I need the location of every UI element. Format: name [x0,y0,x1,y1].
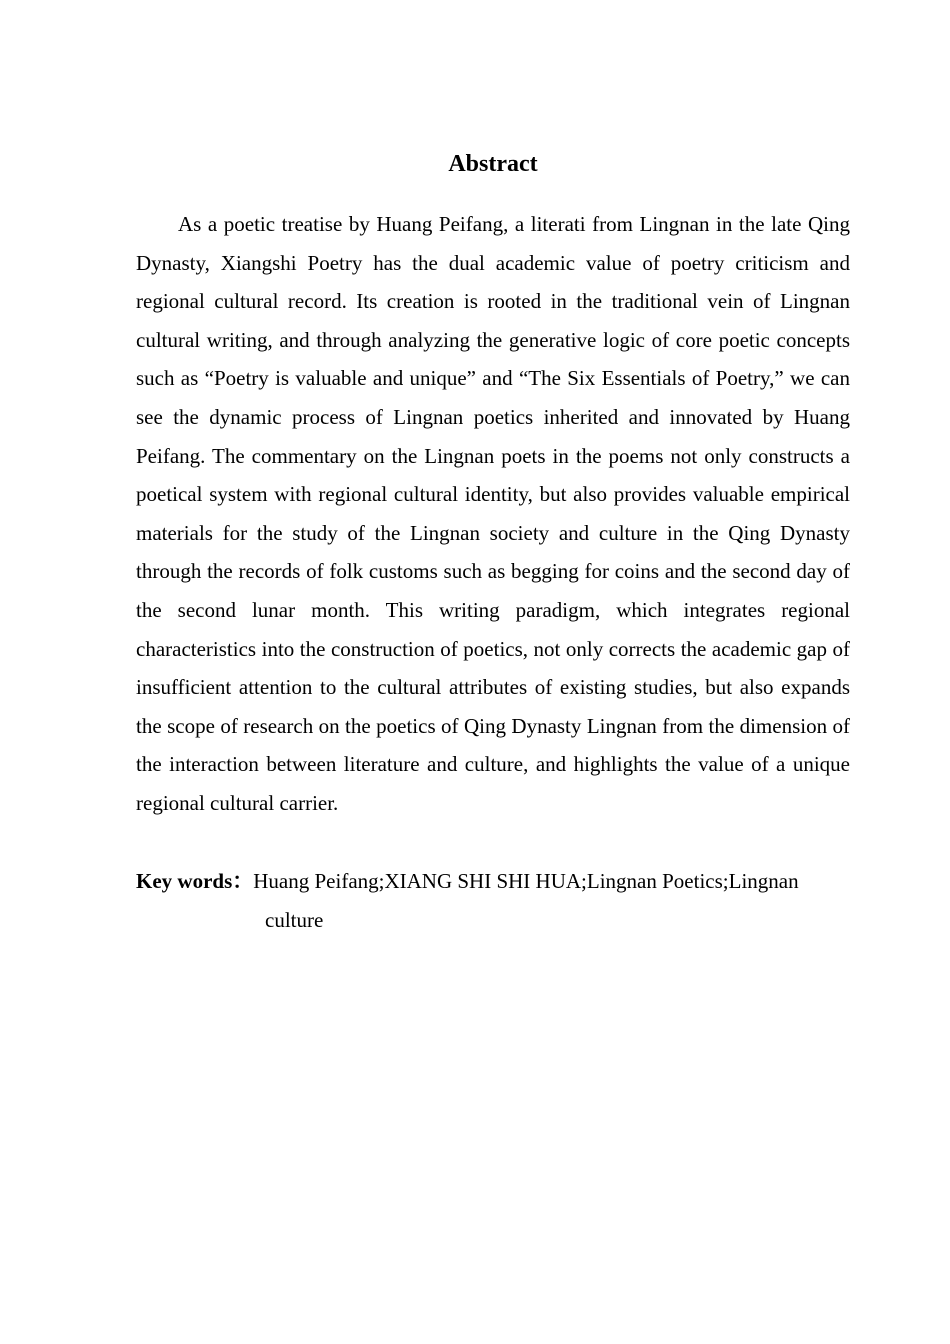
abstract-paragraph: As a poetic treatise by Huang Peifang, a literati from Lingnan in the late Qing Dynasty, Xiangshi Poetry has the dual academic value of poetry criticism and regional cultural record. Its creation is rooted in the traditional vein of Lingnan cultural writing, and through analyzing the generative logic of core poetic concepts such as “Poetry is valuable and unique” and “The Six Essentials of Poetry,” we can see the dynamic process of Lingnan poetics inherited and innovated by Huang Peifang. The commentary on the Lingnan poets in the poems not only constructs a poetical system with regional cultural identity, but also provides valuable empirical materials for the study of the Lingnan society and culture in the Qing Dynasty through the records of folk customs such as begging for coins and the second day of the second lunar month. This writing paradigm, which integrates regional characteristics into the construction of poetics, not only corrects the academic gap of insufficient attention to the cultural attributes of existing studies, but also expands the scope of research on the poetics of Qing Dynasty Lingnan from the dimension of the interaction between literature and culture, and highlights the value of a unique regional cultural carrier. [136,212,850,815]
keywords-section [136,862,850,939]
page-title: Abstract [448,151,538,177]
keywords-label: Key words： [136,869,254,893]
keywords-line [136,862,850,901]
keywords-list: Huang Peifang;XIANG SHI SHI HUA;Lingnan Poetics;Lingnan [253,869,799,893]
keywords-continuation: culture [265,907,324,932]
